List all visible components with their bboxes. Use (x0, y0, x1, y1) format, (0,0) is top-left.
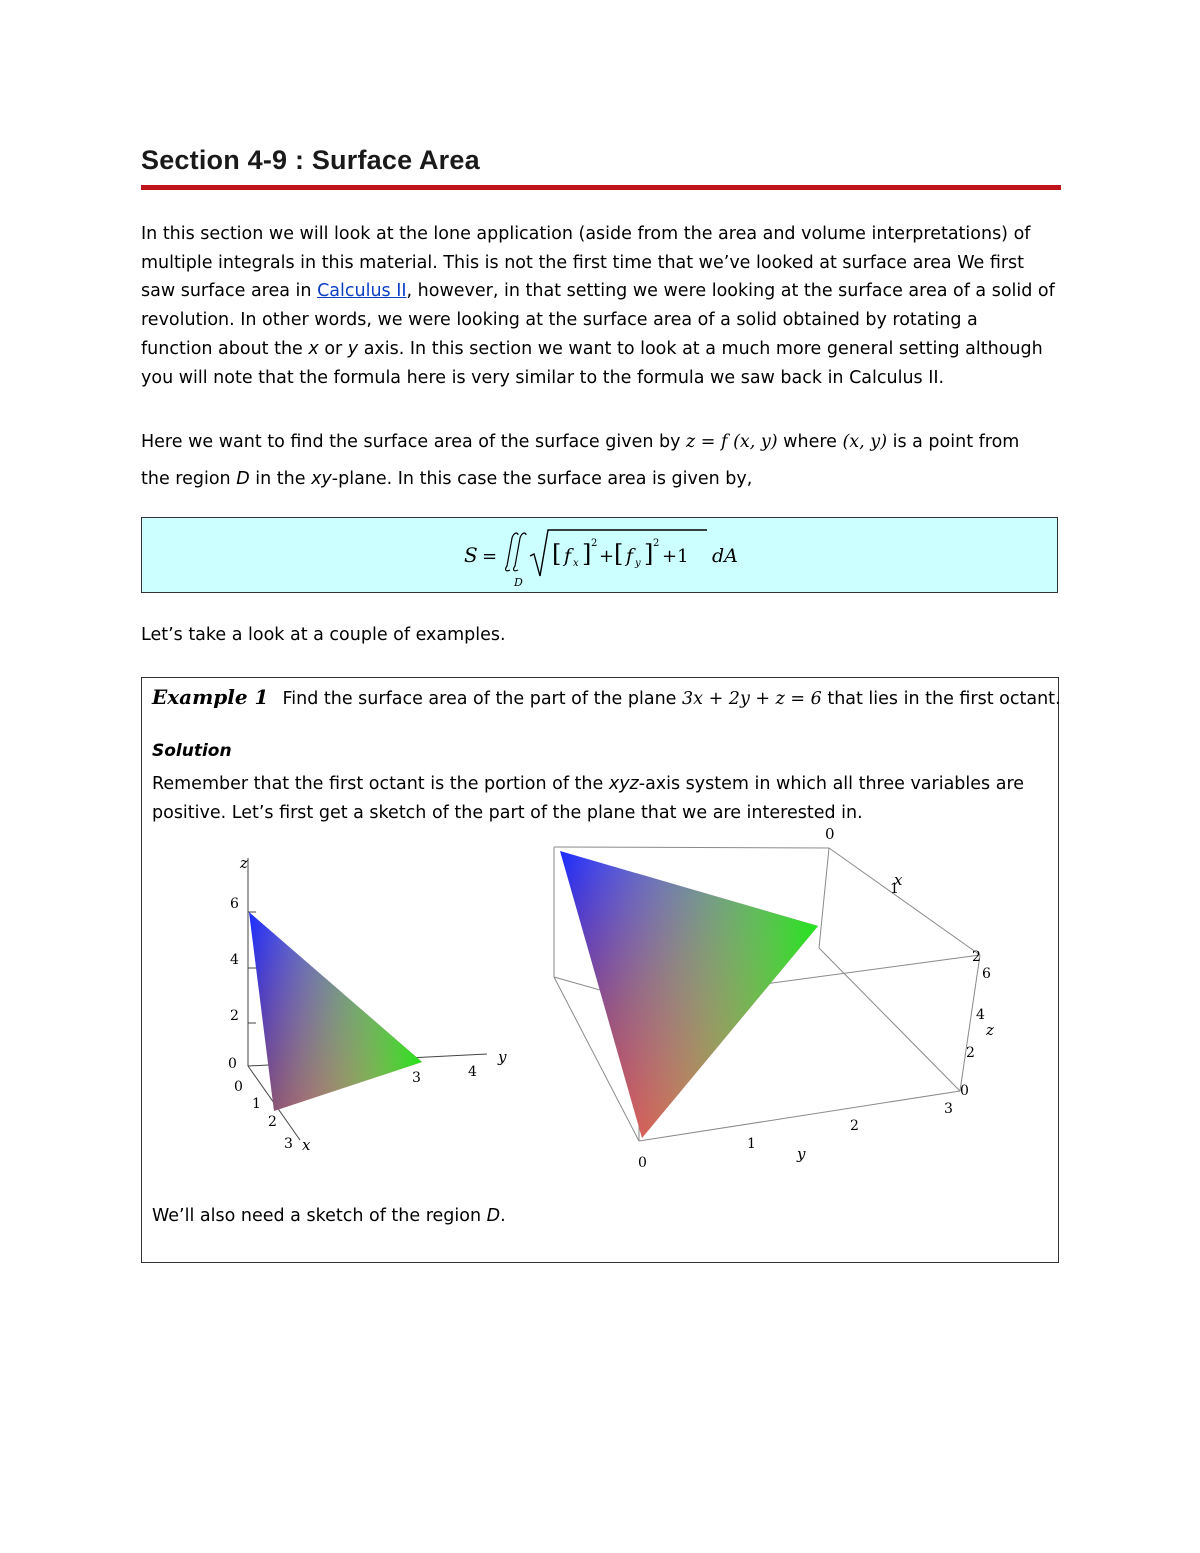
bracket-close-1: ] (582, 540, 592, 568)
x-axis-label: x (302, 1136, 311, 1154)
x-tick-label: 2 (268, 1114, 277, 1130)
intro-text: function about the (141, 338, 309, 359)
x-tick-label: 3 (284, 1136, 293, 1152)
bracket-open-2: [ (614, 540, 624, 568)
formula-s: S (464, 543, 478, 567)
region-d: D (236, 469, 250, 489)
plane-plot-left (222, 828, 522, 1158)
xy-plane: xy (311, 469, 332, 489)
setup-text: the region (141, 469, 237, 489)
solution-text-part: Remember that the first octant is the portion of the (152, 774, 609, 794)
setup-line (141, 461, 1061, 498)
intro-line: revolution. In other words, we were looking at the surface area of a solid obtained by rotating a (141, 310, 978, 331)
y-tick-label: 4 (468, 1064, 477, 1080)
intro-line (141, 335, 1061, 364)
intro-line: multiple integrals in this material. This is not the first time that we’ve looked at surface area We first (141, 252, 1025, 273)
example-label: Example 1 (152, 685, 269, 709)
intro-text: or (318, 338, 348, 359)
z-tick-label: 4 (976, 1007, 985, 1023)
intro-text: , however, in that setting we were looking at the surface area of a solid of (406, 281, 1055, 302)
setup-text: where (777, 432, 843, 452)
x-axis-label: x (894, 871, 903, 889)
z-tick-label: 6 (982, 966, 991, 982)
y-axis-label: y (797, 1145, 806, 1163)
differential: dA (712, 545, 738, 567)
bracket-open-1: [ (552, 540, 562, 568)
z-tick-label: 0 (228, 1056, 237, 1072)
setup-text: in the (249, 469, 312, 489)
plus-one: +1 (662, 546, 689, 567)
xyz-axis: xyz (608, 774, 639, 794)
title-divider (141, 185, 1061, 190)
section-title: Section 4-9 : Surface Area (141, 145, 480, 175)
y-tick-label: 3 (944, 1101, 953, 1117)
z-tick-label: 2 (230, 1008, 239, 1024)
fx: f (564, 545, 572, 567)
plus-sign: + (599, 546, 615, 567)
intro-text: saw surface area in (141, 281, 318, 302)
var-y: y (347, 338, 359, 359)
fy-power: 2 (653, 538, 660, 549)
z-axis-label: z (240, 854, 248, 872)
transition-text: Let’s take a look at a couple of examples. (141, 625, 506, 645)
intro-line: In this section we will look at the lone application (aside from the area and volume interpretations) of (141, 224, 1031, 244)
plane-triangle-overlay (560, 851, 818, 1138)
setup-text: -plane. In this case the surface area is given by, (331, 469, 753, 489)
fy: f (626, 545, 634, 567)
intro-line (141, 277, 1061, 306)
surface-equation: z = f (x, y) (686, 432, 778, 452)
region-d: D (486, 1206, 501, 1226)
plane-plot-right (542, 823, 1002, 1183)
fx-power: 2 (591, 538, 598, 549)
integral-sign-2 (514, 533, 526, 571)
top-axis-label: 0 (825, 825, 835, 843)
setup-text: is a point from (887, 432, 1020, 452)
z-axis-label: z (986, 1021, 994, 1039)
bracket-close-2: ] (644, 540, 654, 568)
tail-text: . (500, 1206, 506, 1226)
fx-sub: x (573, 558, 579, 569)
point-xy: (x, y) (842, 432, 888, 452)
setup-paragraph (141, 424, 1061, 498)
intro-line: you will note that the formula here is very similar to the formula we saw back in Calculus II. (141, 367, 945, 388)
y-tick-label: 0 (638, 1155, 647, 1171)
x-tick-label: 0 (234, 1079, 243, 1095)
region-sketch-text (152, 1206, 506, 1226)
integral-sign-1 (506, 533, 518, 571)
y-tick-label: 1 (747, 1136, 756, 1152)
plane-equation: 3x + 2y + z = 6 (682, 689, 822, 709)
setup-line (141, 424, 1061, 461)
surface-area-formula (462, 526, 762, 590)
solution-text (152, 770, 1052, 827)
y-tick-label: 2 (850, 1118, 859, 1134)
calculus-ii-link[interactable]: Calculus II (317, 281, 407, 302)
intro-paragraph (141, 220, 1061, 392)
example-prompt: that lies in the first octant. (821, 689, 1061, 709)
solution-line: positive. Let’s first get a sketch of the part of the plane that we are interested in. (152, 802, 863, 823)
y-axis-label: y (498, 1048, 507, 1066)
example-heading (152, 682, 1061, 714)
z-tick-label: 0 (960, 1083, 969, 1099)
x-tick-label: 1 (252, 1096, 261, 1112)
formula-box (141, 517, 1058, 593)
x-tick-label: 1 (890, 881, 899, 897)
tail-text: We’ll also need a sketch of the region (152, 1206, 487, 1226)
z-tick-label: 6 (230, 896, 239, 912)
solution-text-part: -axis system in which all three variables are (638, 774, 1025, 794)
z-tick-label: 2 (966, 1045, 975, 1061)
example-prompt: Find the surface area of the part of the plane (282, 689, 683, 709)
plane-triangle-overlay (249, 912, 422, 1111)
fy-sub: y (635, 558, 641, 569)
solution-label: Solution (152, 741, 232, 761)
setup-text: Here we want to find the surface area of the surface given by (141, 432, 687, 452)
x-tick-label: 2 (972, 949, 981, 965)
var-x: x (308, 338, 319, 359)
z-tick-label: 4 (230, 952, 239, 968)
formula-eq: = (482, 546, 498, 567)
y-tick-label: 3 (412, 1070, 421, 1086)
example-box (141, 677, 1059, 1263)
integral-region: D (514, 576, 523, 589)
intro-text: axis. In this section we want to look at a much more general setting although (358, 338, 1043, 359)
solution-line (152, 770, 1052, 799)
